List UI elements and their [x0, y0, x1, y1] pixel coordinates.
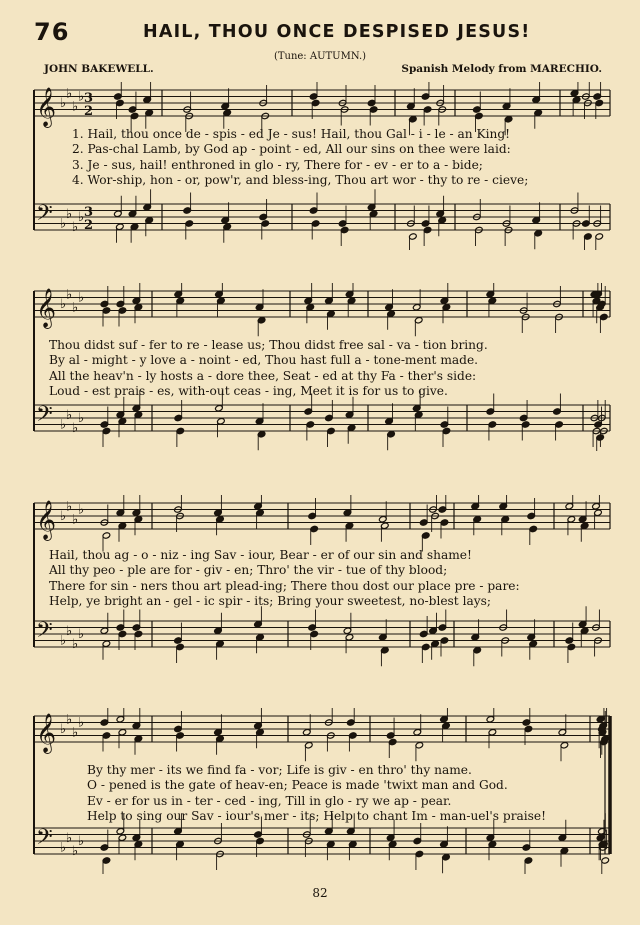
- lyric-line: Help to sing our Sav - iour's mer - its; Help to chant Im - man-uel's praise!: [87, 808, 547, 823]
- lyric-line: All thy peo - ple are for - giv - en; Thro' the vir - tue of thy blood;: [49, 563, 448, 578]
- flat-icon: ♭: [78, 411, 85, 426]
- lyrics-block-1: [72, 127, 628, 188]
- time-signature-icon: 3: [84, 91, 94, 106]
- tune-name: (Tune: AUTUMN.): [273, 51, 367, 62]
- flat-icon: ♭: [60, 722, 67, 737]
- time-signature-icon: 3: [84, 205, 94, 220]
- lyric-line: By al - might - y love a - noint - ed, Thou hast full a - tone-ment made.: [49, 353, 479, 368]
- flat-icon: ♭: [78, 502, 85, 518]
- lyric-line: Ev - er for us in - ter - ced - ing, Till in glo - ry we ap - pear.: [87, 793, 452, 808]
- flat-icon: ♭: [66, 499, 73, 515]
- time-signature-icon: 2: [84, 218, 94, 233]
- lyric-line: By thy mer - its we find fa - vor; Life is giv - en thro' thy name.: [87, 763, 472, 777]
- flat-icon: ♭: [72, 725, 79, 741]
- flat-icon: ♭: [72, 420, 79, 436]
- bass-clef-icon: 𝄢: [36, 402, 53, 432]
- flat-icon: ♭: [72, 219, 79, 235]
- lyrics-block-4: [87, 763, 640, 824]
- flat-icon: ♭: [78, 210, 85, 225]
- bass-clef-icon: 𝄢: [36, 618, 53, 648]
- flat-icon: ♭: [66, 206, 73, 222]
- time-signature-icon: 2: [84, 104, 94, 119]
- flat-icon: ♭: [78, 834, 85, 849]
- lyric-line: Thou didst suf - fer to re - lease us; Thou didst free sal - va - tion bring.: [49, 338, 488, 352]
- flat-icon: ♭: [72, 300, 79, 316]
- flat-icon: ♭: [60, 216, 67, 232]
- flat-icon: ♭: [66, 623, 73, 639]
- flat-icon: ♭: [72, 843, 79, 859]
- lyric-line: 2. Pas-chal Lamb, by God ap - point - ed, All our sins on thee were laid:: [72, 142, 511, 157]
- flat-icon: ♭: [66, 712, 73, 728]
- flat-icon: ♭: [60, 509, 67, 524]
- lyric-line: 3. Je - sus, hail! enthroned in glo - ry, There for - ev - er to a - bide;: [72, 157, 483, 172]
- flat-icon: ♭: [78, 89, 85, 105]
- lyric-line: All the heav'n - ly hosts a - dore thee, Seat - ed at thy Fa - ther's side:: [49, 368, 477, 383]
- lyric-line: There for sin - ners thou art plead-ing; There thou dost our place pre - pare:: [49, 578, 520, 593]
- treble-clef-icon: 𝄞: [36, 87, 57, 127]
- lyric-line: 4. Wor-ship, hon - or, pow'r, and bless-ing, Thou art wor - thy to re - cieve;: [72, 172, 529, 187]
- lyrics-block-3: [49, 548, 605, 609]
- flat-icon: ♭: [60, 633, 67, 649]
- flat-icon: ♭: [78, 715, 85, 731]
- flat-icon: ♭: [78, 627, 85, 642]
- bass-clef-icon: 𝄢: [36, 825, 53, 855]
- flat-icon: ♭: [66, 86, 73, 102]
- lyrics-block-2: [49, 338, 605, 399]
- flat-icon: ♭: [60, 840, 67, 856]
- flat-icon: ♭: [60, 96, 67, 111]
- composer-credit: Spanish Melody from MARECHIO.: [401, 63, 602, 75]
- author-credit: JOHN BAKEWELL.: [44, 63, 154, 75]
- treble-clef-icon: 𝄞: [36, 500, 57, 540]
- lyric-line: Hail, thou ag - o - niz - ing Sav - iour, Bear - er of our sin and shame!: [49, 548, 472, 562]
- lyric-line: Loud - est prais - es, with-out ceas - ing, Meet it is for us to give.: [49, 383, 448, 398]
- flat-icon: ♭: [66, 407, 73, 423]
- lyric-line: 1. Hail, thou once de - spis - ed Je - sus! Hail, thou Gal - i - le - an King!: [72, 127, 511, 141]
- hymn-title: HAIL, THOU ONCE DESPISED JESUS!: [143, 22, 531, 42]
- bass-clef-icon: 𝄢: [36, 201, 53, 231]
- flat-icon: ♭: [72, 636, 79, 652]
- treble-clef-icon: 𝄞: [36, 288, 57, 328]
- flat-icon: ♭: [72, 512, 79, 528]
- hymn-number: 76: [34, 18, 70, 46]
- lyric-line: O - pened is the gate of heav-en; Peace is made 'twixt man and God.: [87, 778, 508, 793]
- flat-icon: ♭: [60, 297, 67, 312]
- flat-icon: ♭: [66, 830, 73, 846]
- lyric-line: Help, ye bright an - gel - ic spir - its; Bring your sweetest, no-blest lays;: [49, 593, 491, 608]
- flat-icon: ♭: [78, 290, 85, 306]
- flat-icon: ♭: [72, 99, 79, 115]
- flat-icon: ♭: [60, 417, 67, 433]
- page-number: 82: [312, 886, 328, 900]
- flat-icon: ♭: [66, 287, 73, 303]
- treble-clef-icon: 𝄞: [36, 713, 57, 753]
